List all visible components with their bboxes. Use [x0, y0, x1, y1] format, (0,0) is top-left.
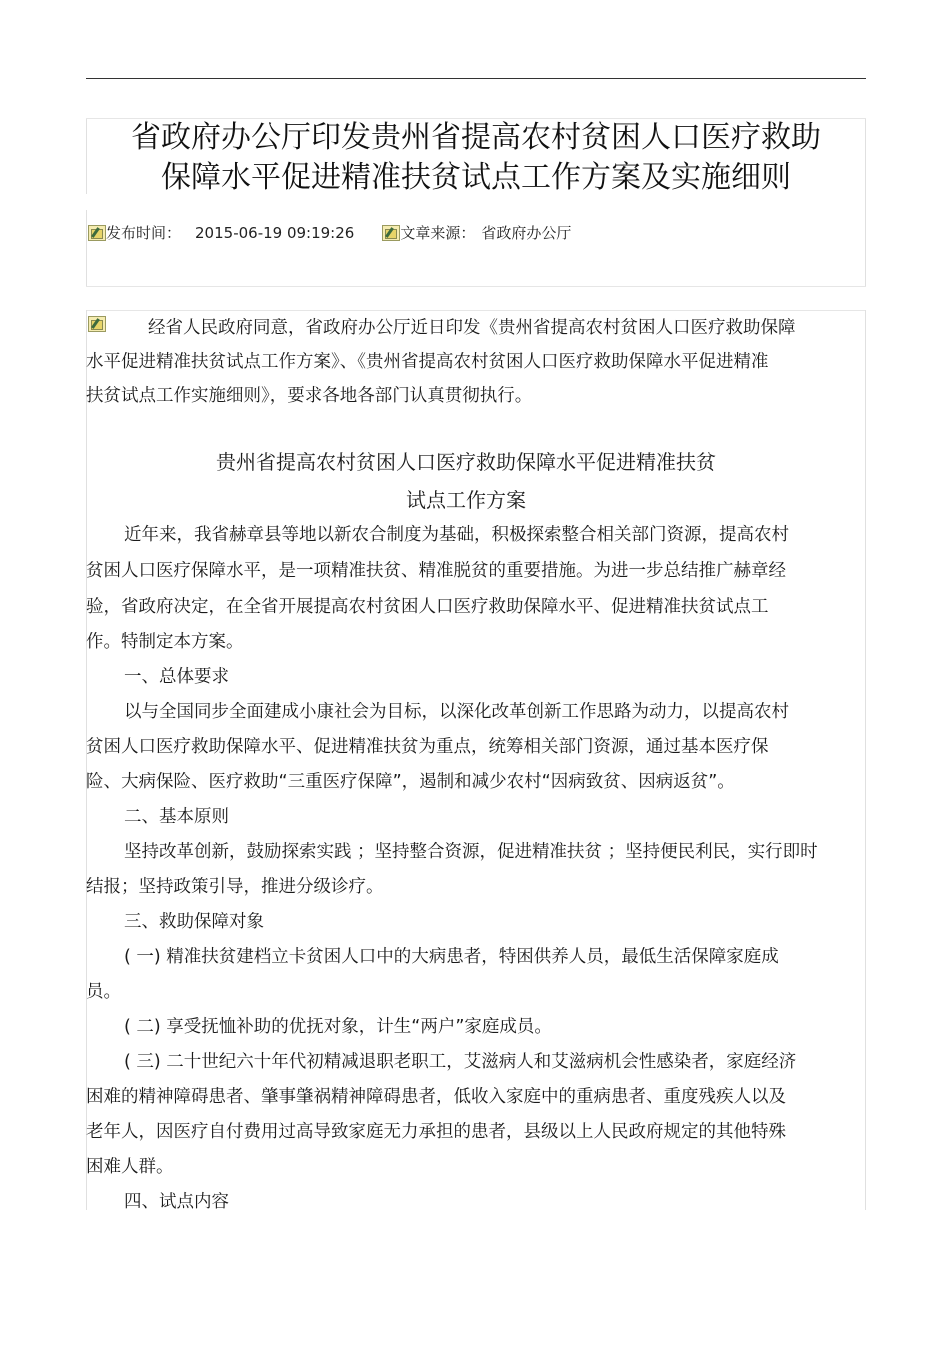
body-line: 险、大病保险、医疗救助“三重医疗保障”，遏制和减少农村“因病致贫、因病返贫”。	[86, 772, 735, 792]
body-line: 验，省政府决定，在全省开展提高农村贫困人口医疗救助保障水平、促进精准扶贫试点工	[86, 597, 769, 617]
body-line: 结报；坚持政策引导，推进分级诊疗。	[86, 877, 384, 897]
top-rule	[86, 78, 866, 79]
section-heading: 一、总体要求	[124, 667, 229, 687]
doc-heading: 试点工作方案	[406, 488, 526, 512]
body-line: 困难的精神障碍患者、肇事肇祸精神障碍患者，低收入家庭中的重病患者、重度残疾人以及	[86, 1087, 786, 1107]
doc-heading: 贵州省提高农村贫困人口医疗救助保障水平促进精准扶贫	[216, 450, 716, 474]
section-heading: 二、基本原则	[124, 807, 229, 827]
body-line: 员。	[86, 982, 121, 1002]
body-line: 作。特制定本方案。	[86, 632, 244, 652]
body-line: 近年来，我省赫章县等地以新农合制度为基础，积极探索整合相关部门资源，提高农村	[124, 525, 789, 545]
body-line: 困难人群。	[86, 1157, 174, 1177]
body-line: 贫困人口医疗救助保障水平、促进精准扶贫为重点，统筹相关部门资源，通过基本医疗保	[86, 737, 769, 757]
source-value: 省政府办公厅	[481, 224, 572, 242]
title-line: 保障水平促进精准扶贫试点工作方案及实施细则	[161, 160, 791, 195]
frame-top-2	[86, 310, 866, 311]
body-line: 贫困人口医疗保障水平，是一项精准扶贫、精准脱贫的重要措施。为进一步总结推广赫章经	[86, 561, 786, 581]
body-line: 以与全国同步全面建成小康社会为目标，以深化改革创新工作思路为动力，以提高农村	[124, 702, 789, 722]
body-line: 老年人，因医疗自付费用过高导致家庭无力承担的患者，县级以上人民政府规定的其他特殊	[86, 1122, 786, 1142]
section-heading: 三、救助保障对象	[124, 912, 264, 932]
publish-label: 发布时间：	[106, 224, 182, 242]
document-icon	[382, 225, 400, 241]
intro-line: 扶贫试点工作实施细则》，要求各地各部门认真贯彻执行。	[86, 386, 533, 406]
article-title	[86, 118, 866, 198]
title-line: 省政府办公厅印发贵州省提高农村贫困人口医疗救助	[131, 120, 821, 155]
publish-time: 2015-06-19 09:19:26	[195, 223, 355, 242]
intro-line: 水平促进精准扶贫试点工作方案》、《贵州省提高农村贫困人口医疗救助保障水平促进精准	[86, 352, 769, 372]
body-line: ( 三) 二十世纪六十年代初精减退职老职工，艾滋病人和艾滋病机会性感染者，家庭经济	[124, 1052, 797, 1072]
body-line: ( 一) 精准扶贫建档立卡贫困人口中的大病患者，特困供养人员，最低生活保障家庭成	[124, 947, 779, 967]
section-heading: 四、试点内容	[124, 1192, 229, 1212]
frame-left-3	[86, 310, 87, 1210]
frame-left-2	[86, 210, 87, 286]
body-line: 坚持改革创新，鼓励探索实践 ；坚持整合资源，促进精准扶贫 ；坚持便民利民，实行即时	[124, 842, 818, 862]
article-meta	[88, 222, 571, 243]
frame-right-2	[865, 310, 866, 1210]
document-icon	[88, 316, 106, 332]
frame-bottom-1	[86, 286, 866, 287]
source-label: 文章来源：	[400, 224, 476, 242]
body-line: ( 二) 享受抚恤补助的优抚对象，计生“两户”家庭成员。	[124, 1017, 552, 1037]
document-icon	[88, 225, 106, 241]
intro-line: 经省人民政府同意，省政府办公厅近日印发《贵州省提高农村贫困人口医疗救助保障	[148, 318, 796, 338]
